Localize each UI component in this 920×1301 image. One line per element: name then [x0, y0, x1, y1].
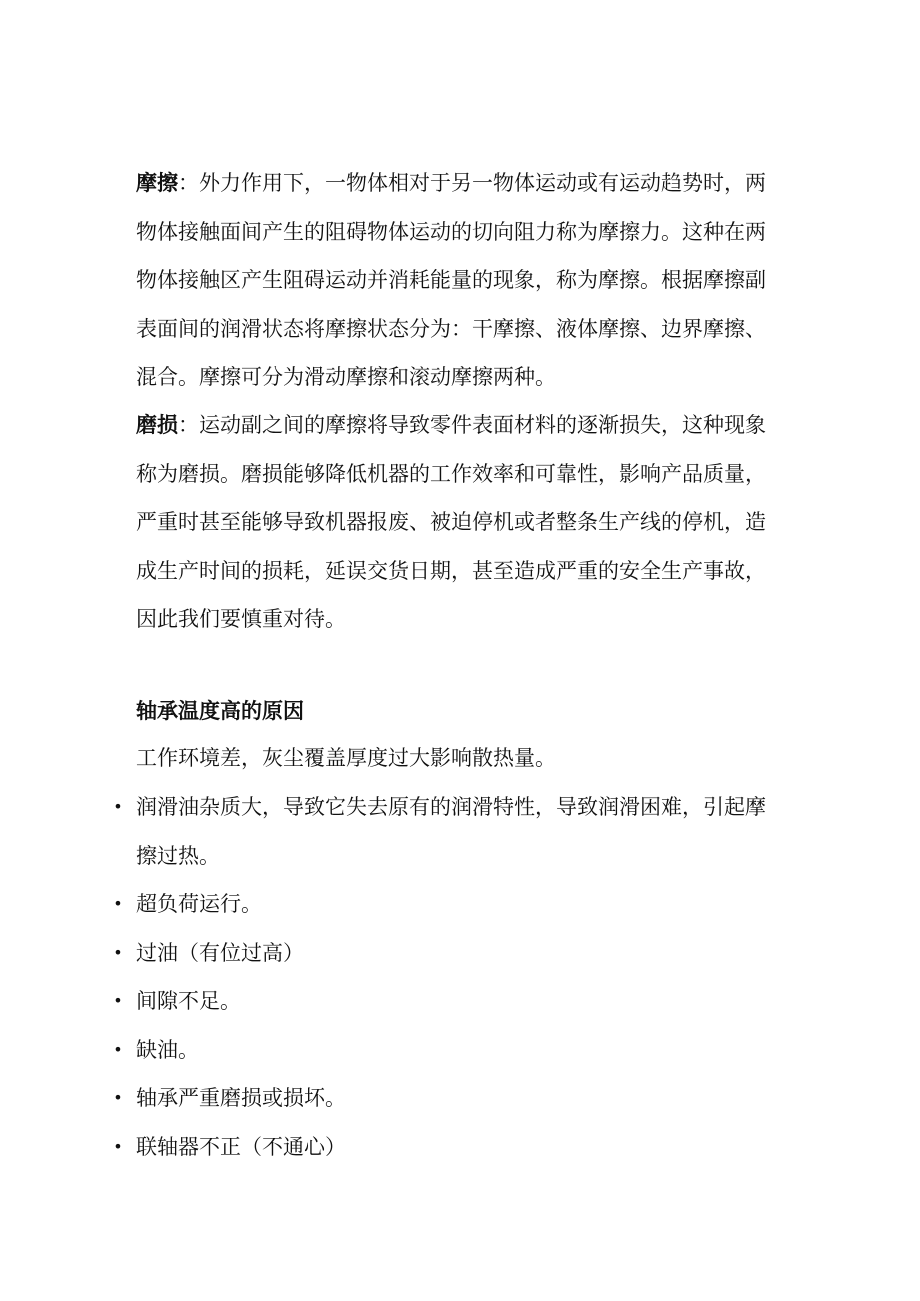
friction-paragraph	[136, 159, 786, 402]
bullet-icon: •	[113, 894, 123, 913]
causes-intro: 工作环境差，灰尘覆盖厚度过大影响散热量。	[136, 746, 556, 770]
list-item	[0, 783, 776, 880]
bullet-icon: •	[113, 942, 123, 962]
list-item	[0, 880, 776, 929]
list-item	[0, 929, 776, 978]
list-item	[0, 1123, 776, 1172]
causes-heading: 轴承温度高的原因	[136, 699, 304, 723]
bullet-icon: •	[113, 1088, 123, 1107]
bullet-icon: •	[113, 797, 123, 816]
list-item-text: 过油（有位过高）	[136, 940, 304, 965]
wear-text: ：运动副之间的摩擦将导致零件表面材料的逐渐损失，这种现象称为磨损。磨损能够降低机器的工作效率和可靠性，影响产品质量，严重时甚至能够导致机器报废、被迫停机或者整条生产线的停机，造成生产时间的损耗，延误交货日期，甚至造成严重的安全生产事故，因此我们要慎重对待。	[136, 413, 766, 631]
bullet-icon: •	[113, 991, 123, 1010]
causes-list	[0, 783, 920, 1171]
wear-term: 磨损	[136, 413, 178, 437]
bullet-icon: •	[113, 1136, 123, 1156]
list-item	[0, 1074, 776, 1123]
friction-text: ：外力作用下，一物体相对于另一物体运动或有运动趋势时，两物体接触面间产生的阻碍物体运动的切向阻力称为摩擦力。这种在两物体接触区产生阻碍运动并消耗能量的现象，称为摩擦。根据摩擦副表面间的润滑状态将摩擦状态分为：干摩擦、液体摩擦、边界摩擦、混合。摩擦可分为滑动摩擦和滚动摩擦两种。	[136, 171, 766, 389]
list-item-text: 润滑油杂质大，导致它失去原有的润滑特性，导致润滑困难，引起摩擦过热。	[136, 795, 766, 868]
wear-paragraph	[136, 401, 786, 644]
list-item-text: 缺油。	[136, 1037, 199, 1062]
list-item-text: 轴承严重磨损或损坏。	[136, 1086, 346, 1110]
list-item-text: 超负荷运行。	[136, 892, 262, 916]
bullet-icon: •	[113, 1039, 123, 1059]
friction-term: 摩擦	[136, 171, 178, 195]
list-item	[0, 977, 776, 1026]
list-item	[0, 1026, 776, 1075]
list-item-text: 间隙不足。	[136, 989, 241, 1013]
list-item-text: 联轴器不正（不通心）	[136, 1134, 346, 1159]
